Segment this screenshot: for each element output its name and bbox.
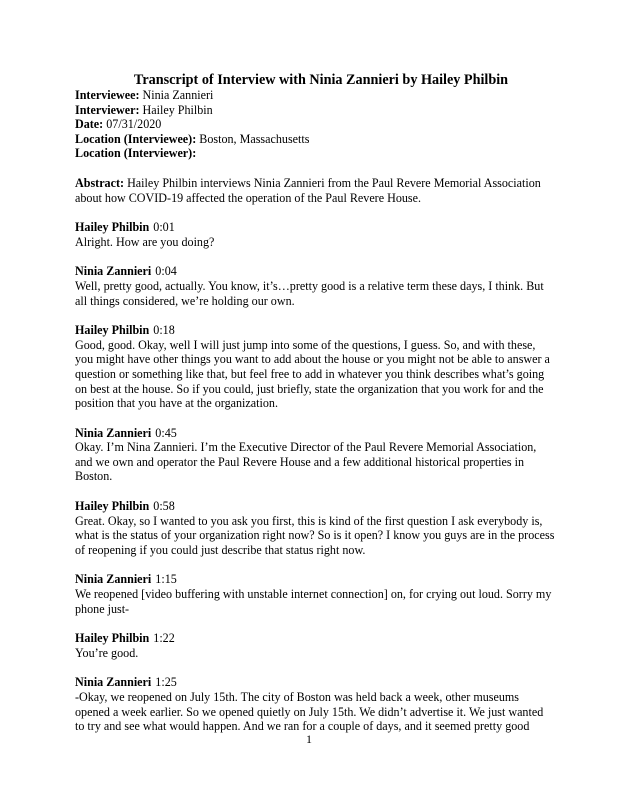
speaker-line [75, 264, 555, 279]
speaker-line [75, 631, 555, 646]
meta-label: Interviewee: [75, 88, 140, 102]
meta-value: Ninia Zannieri [142, 88, 214, 102]
speech-text: Good, good. Okay, well I will just jump into some of the questions, I guess. So, and with these, you might have other things you want to add about the house or you might not be able to answer a question or something like that, but feel free to add in whatever you think describes what’s going on best at the house. So if you could, just briefly, state the organization that you work for and the position that you have at the organization. [75, 337, 550, 411]
abstract-label: Abstract: [75, 175, 125, 190]
document-title: Transcript of Interview with Ninia Zannieri by Hailey Philbin [133, 72, 509, 88]
page-number: 1 [306, 732, 312, 746]
speech-text: You’re good. [75, 645, 139, 660]
speech-text: Great. Okay, so I wanted to you ask you first, this is kind of the first question I ask everybody is, what is the status of your organization right now? So is it open? I know you guys are in the process of reopening if you could just describe that status right now. [75, 513, 555, 557]
speaker-name: Ninia Zannieri [75, 675, 152, 690]
meta-label: Interviewer: [75, 102, 140, 117]
speech-text: -Okay, we reopened on July 15th. The city of Boston was held back a week, other museums opened a week earlier. So we opened quietly on July 15th. We didn’t advertise it. We just wanted to try and see what would happen. And we ran for a couple of days, and it seemed pretty good [75, 690, 544, 734]
speaker-name: Hailey Philbin [75, 499, 150, 514]
transcript-turn [75, 631, 555, 660]
meta-value: 07/31/2020 [106, 117, 162, 132]
meta-interviewer [75, 103, 555, 118]
meta-date [75, 117, 555, 132]
transcript-turn [75, 572, 555, 616]
timestamp: 1:22 [153, 631, 175, 646]
transcript-turn [75, 264, 555, 308]
timestamp: 0:01 [153, 220, 175, 235]
speech-text: We reopened [video buffering with unstable internet connection] on, for crying out loud. Sorry my phone just- [75, 587, 552, 616]
meta-location-interviewee [75, 132, 555, 147]
speaker-name: Hailey Philbin [75, 631, 150, 646]
speaker-line [75, 499, 555, 514]
speaker-line [75, 220, 555, 235]
meta-interviewee [75, 88, 555, 103]
timestamp: 0:58 [153, 499, 175, 514]
speaker-line [75, 323, 555, 338]
timestamp: 0:04 [155, 264, 177, 279]
meta-label: Location (Interviewer): [75, 146, 197, 161]
meta-value: Boston, Massachusetts [199, 131, 310, 146]
timestamp: 1:15 [155, 572, 177, 587]
speaker-name: Ninia Zannieri [75, 264, 152, 279]
speaker-name: Ninia Zannieri [75, 572, 152, 587]
meta-label: Date: [75, 117, 104, 132]
speech-text: Okay. I’m Nina Zannieri. I’m the Executive Director of the Paul Revere Memorial Association, and we own and operator the Paul Revere House and a few additional historical properties in Boston. [75, 440, 537, 484]
speaker-name: Hailey Philbin [75, 323, 150, 338]
abstract-text: Hailey Philbin interviews Ninia Zannieri from the Paul Revere Memorial Association about how COVID-19 affected the operation of the Paul Revere House. [75, 175, 541, 205]
timestamp: 0:18 [153, 323, 175, 338]
speech-text: Alright. How are you doing? [75, 234, 215, 249]
meta-value: Hailey Philbin [142, 102, 213, 117]
transcript-turn [75, 323, 555, 411]
timestamp: 1:25 [155, 675, 177, 690]
speaker-name: Hailey Philbin [75, 220, 150, 235]
meta-location-interviewer [75, 146, 555, 161]
speaker-line [75, 426, 555, 441]
speech-text: Well, pretty good, actually. You know, it’s…pretty good is a relative term these days, I think. But all things considered, we’re holding our own. [75, 278, 544, 308]
transcript-turn [75, 675, 555, 733]
transcript-turn [75, 220, 555, 249]
speaker-name: Ninia Zannieri [75, 425, 152, 440]
abstract [75, 176, 555, 205]
metadata-block [75, 88, 555, 161]
speaker-line [75, 675, 555, 690]
transcript-turn [75, 499, 555, 557]
transcript-turn [75, 426, 555, 484]
meta-label: Location (Interviewee): [75, 131, 197, 146]
transcript-page [75, 72, 555, 734]
timestamp: 0:45 [155, 425, 177, 440]
speaker-line [75, 572, 555, 587]
